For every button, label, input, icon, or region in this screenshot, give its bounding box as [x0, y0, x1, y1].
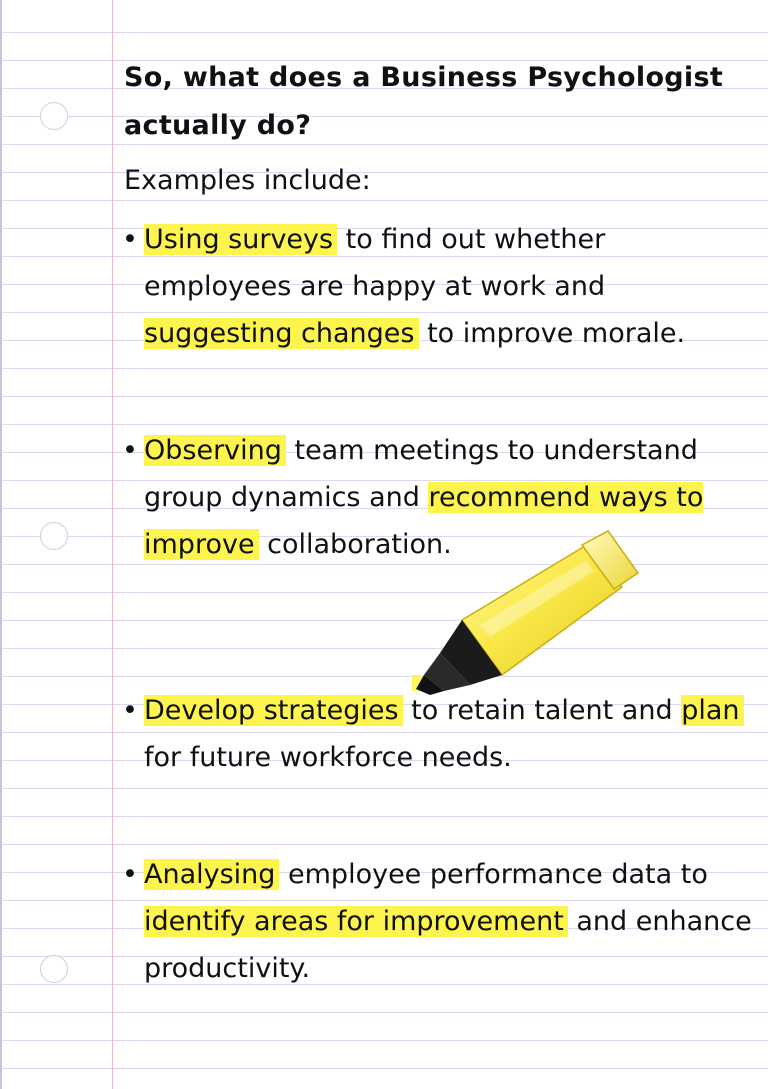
highlighter-marker-icon [410, 525, 650, 695]
item-text: and enhance productivity. [144, 906, 752, 984]
list-item [144, 216, 756, 357]
highlighted-phrase: plan [681, 695, 743, 726]
highlighted-phrase: Analysing [144, 859, 279, 890]
bullet-marker: • [122, 435, 138, 466]
intro-text: Examples include: [124, 165, 371, 196]
highlighted-phrase: Develop strategies [144, 695, 403, 726]
item-text: to find out whether employees are happy at work and [144, 224, 606, 302]
punch-hole-icon [40, 522, 68, 550]
highlighted-phrase: identify areas for improvement [144, 906, 568, 937]
item-text: team meetings to understand group dynamics and [144, 435, 698, 513]
item-text: to retain talent and [402, 695, 682, 726]
page-title: So, what does a Business Psychologist actually do? [124, 62, 724, 141]
highlighted-phrase: Observing [144, 435, 286, 466]
highlighted-phrase: suggesting changes [144, 318, 419, 349]
item-text: employee performance data to [279, 859, 708, 890]
punch-hole-icon [40, 955, 68, 983]
list-item [144, 687, 756, 781]
item-text: collaboration. [258, 529, 452, 560]
margin-line [112, 0, 113, 1089]
page-left-edge [0, 0, 2, 1089]
highlighted-phrase: recommend ways to improve [144, 482, 704, 560]
list-item [144, 851, 756, 992]
punch-hole-icon [40, 102, 68, 130]
bullet-marker: • [122, 859, 138, 890]
item-text: for future workforce needs. [144, 742, 512, 773]
bullet-marker: • [122, 224, 138, 255]
item-text: to improve morale. [418, 318, 686, 349]
highlighted-phrase: Using surveys [144, 224, 337, 255]
bullet-marker: • [122, 695, 138, 726]
